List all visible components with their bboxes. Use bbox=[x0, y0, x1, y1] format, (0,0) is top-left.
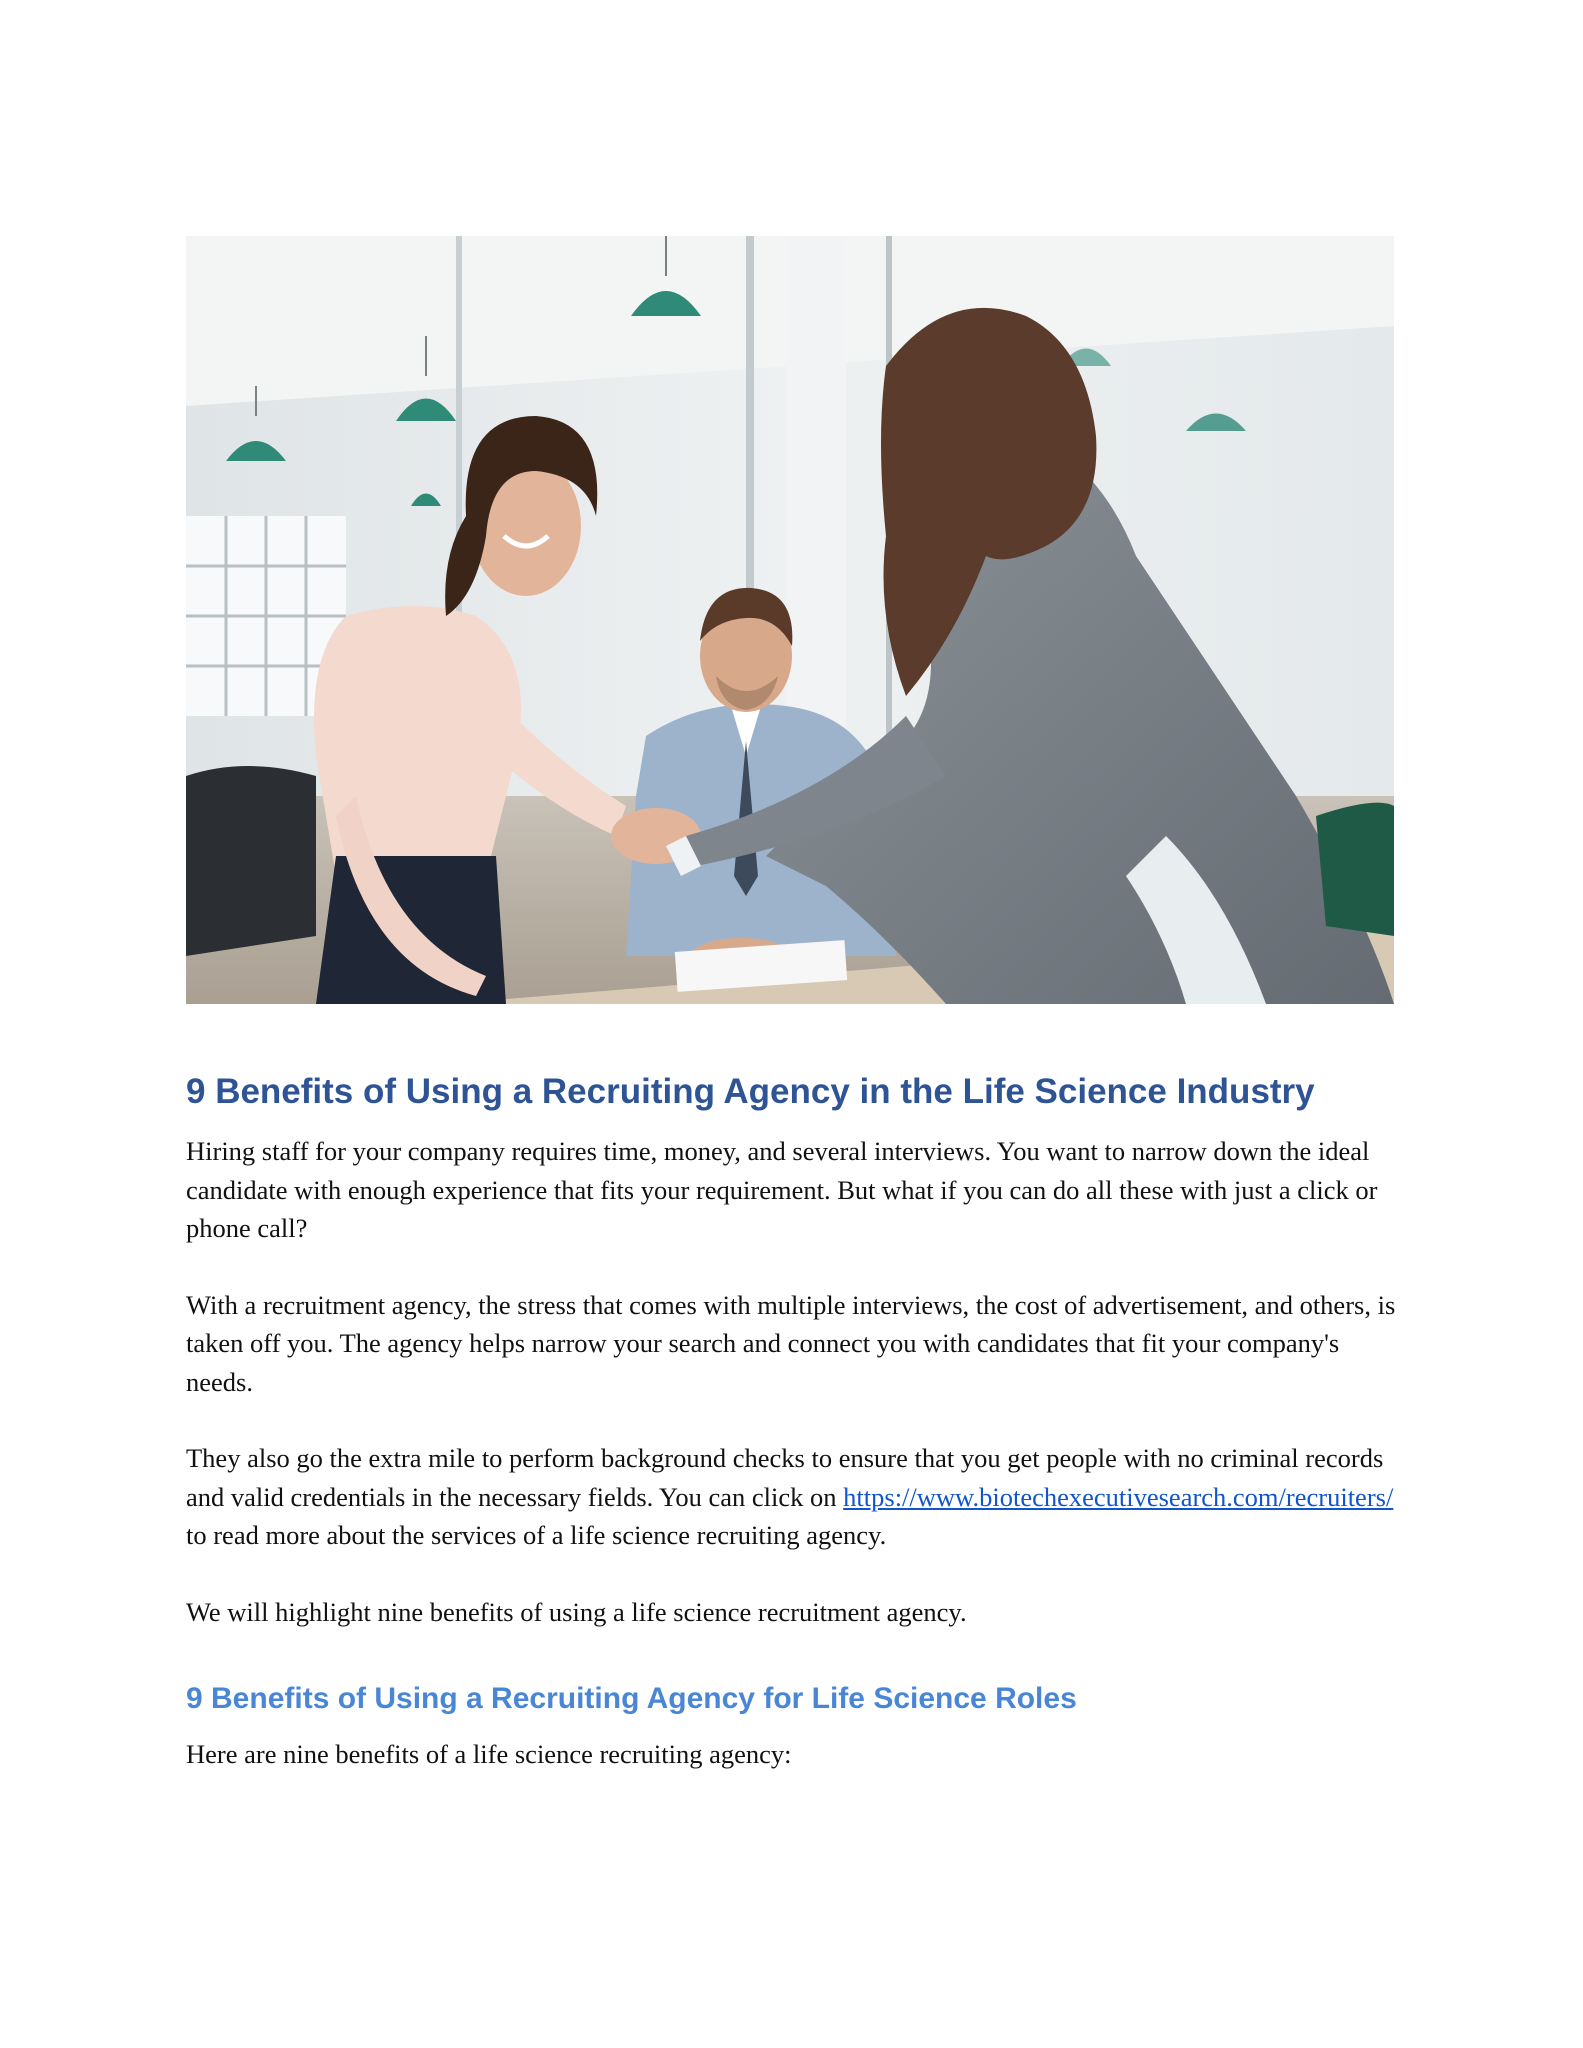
highlight-paragraph: We will highlight nine benefits of using a life science recruitment agency. bbox=[186, 1596, 967, 1627]
intro-paragraph: Hiring staff for your company requires time, money, and several interviews. You want to narrow down the ideal candidate with enough experience that fits your requirement. But what if you can do all these with just a click or phone call? bbox=[186, 1136, 1378, 1243]
list-intro-paragraph: Here are nine benefits of a life science recruiting agency: bbox=[186, 1739, 792, 1769]
office-handshake-photo bbox=[186, 236, 1394, 1004]
section-heading: 9 Benefits of Using a Recruiting Agency for Life Science Roles bbox=[186, 1682, 1077, 1715]
paragraph-text-before-link: They also go the extra mile to perform background checks to ensure that you get people with no criminal records and valid credentials in the necessary fields. You can click on bbox=[186, 1443, 1384, 1512]
page-title: 9 Benefits of Using a Recruiting Agency in the Life Science Industry bbox=[186, 1072, 1315, 1111]
document-page bbox=[186, 236, 1394, 1774]
photo-illustration bbox=[186, 236, 1394, 1004]
background-check-paragraph bbox=[186, 1439, 1398, 1555]
recruiters-link[interactable]: https://www.biotechexecutivesearch.com/recruiters/ bbox=[843, 1481, 1394, 1512]
paragraph-text-after-link: to read more about the services of a life science recruiting agency. bbox=[186, 1520, 887, 1550]
agency-benefit-paragraph: With a recruitment agency, the stress that comes with multiple interviews, the cost of advertisement, and others, is taken off you. The agency helps narrow your search and connect you with candidates that fit your company's needs. bbox=[186, 1289, 1396, 1397]
